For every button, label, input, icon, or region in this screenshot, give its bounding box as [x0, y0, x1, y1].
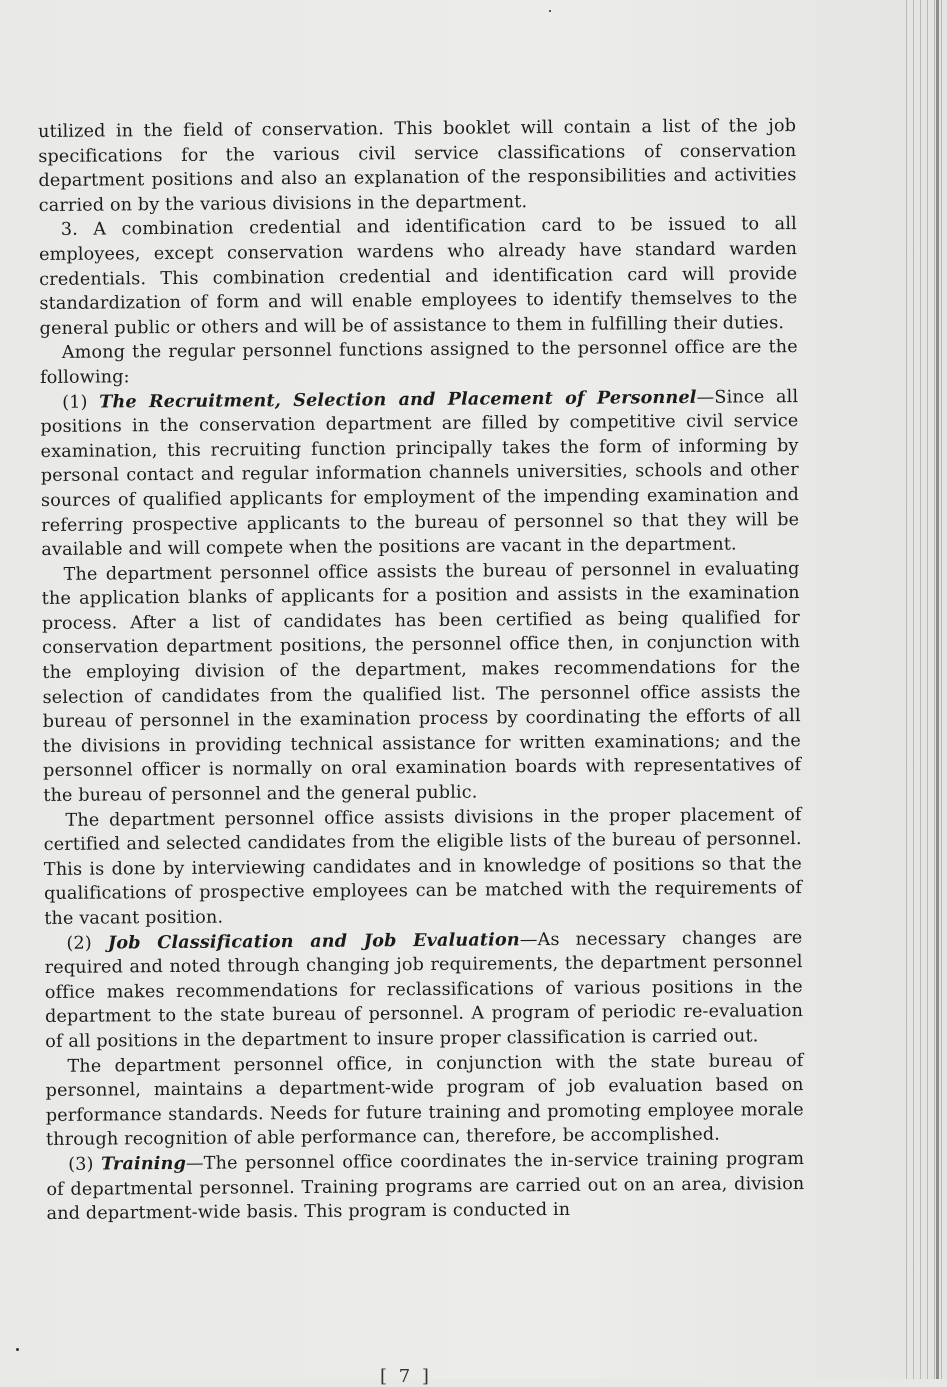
- section-heading: The Recruitment, Selection and Placement of Personnel: [99, 386, 697, 413]
- paragraph: The department personnel office assists divisions in the proper placement of certified and selected candidates from the eligible lists of the bureau of personnel. This is done by interviewing candidates and in knowledge of positions so that the qualifications of prospective employees can be matched with the requirements of the vacant position.: [43, 804, 803, 929]
- paragraph: (3) Training—The personnel office coordinates the in-service training program of departmental personnel. Training programs are carried out on an area, division and department-wide basis. This program is conducted in: [46, 1148, 805, 1225]
- body-text: [38, 114, 805, 1227]
- paragraph: The department personnel office assists the bureau of personnel in evaluating the application blanks of applicants for a position and assists in the examination process. After a list of candidates has been certified as being qualified for conservation department positions, the personnel office then, in conjunction with the employing division of the department, makes recommendations for the selection of candidates from the qualified list. The personnel office assists the bureau of personnel in the examination process by coordinating the efforts of all the divisions in providing technical assistance for written examinations; and the personnel officer is normally on oral examination boards with representatives of the bureau of personnel and the general public.: [41, 558, 802, 807]
- paragraph: Among the regular personnel functions assigned to the personnel office are the following:: [39, 337, 798, 388]
- paragraph: (2) Job Classification and Job Evaluation—As necessary changes are required and noted through changing job requirements, the department personnel office makes recommendations for reclassifications of various positions in the department to the state bureau of personnel. A program of periodic re-evaluation of all positions in the department to insure proper classification is carried out.: [44, 927, 804, 1052]
- paragraph: 3. A combination credential and identification card to be issued to all employees, except conservation wardens who already have standard warden credentials. This combination credential and identification card will provide standardization of form and will enable employees to identify themselves to the general public or others and will be of assistance to them in fulfilling their duties.: [38, 214, 798, 339]
- scan-speck: [549, 10, 551, 12]
- page-binding-shadow: [936, 0, 939, 1379]
- paragraph: (1) The Recruitment, Selection and Placement of Personnel—Since all positions in the conservation department are filled by competitive civil service examination, this recruiting function principally takes the form of informing by personal contact and regular information channels universities, schools and other sources of qualified applicants for employment of the impending examination and referring prospective applicants to the bureau of personnel so that they will be available and will compete when the positions are vacant in the department.: [40, 386, 800, 561]
- page-number: [ 7 ]: [380, 1366, 432, 1387]
- section-heading: Training: [100, 1152, 187, 1175]
- section-heading: Job Classification and Job Evaluation: [107, 928, 520, 954]
- page-binding-edge: [903, 0, 947, 1379]
- scan-speck: [16, 1348, 19, 1351]
- paragraph: utilized in the field of conservation. This booklet will contain a list of the job specifications for the various civil service classifications of conservation department positions and also an explanation of the responsibilities and activities carried on by the various divisions in the department.: [38, 116, 797, 216]
- paragraph: The department personnel office, in conjunction with the state bureau of personnel, maintains a department-wide program of job evaluation based on performance standards. Needs for future training and promoting employee morale through recognition of able performance can, therefore, be accomplished.: [45, 1050, 804, 1151]
